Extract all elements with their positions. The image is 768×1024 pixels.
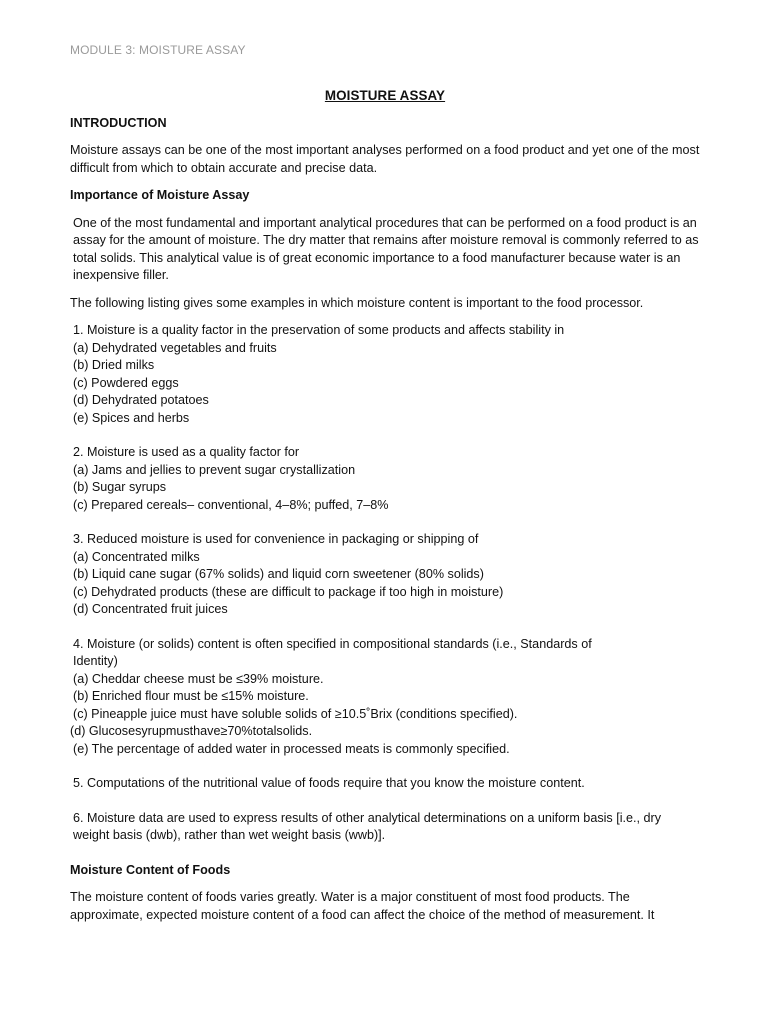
list-group-1 (70, 322, 700, 427)
listing-intro-paragraph: The following listing gives some examples in which moisture content is important to the food processor. (70, 295, 644, 310)
list-subitem: (e) Spices and herbs (73, 410, 190, 425)
list-item-6: 6. Moisture data are used to express results of other analytical determinations on a uniform basis [i.e., dry weight basis (dwb), rather than wet weight basis (wwb)]. (73, 810, 662, 842)
list-subitem: (a) Jams and jellies to prevent sugar crystallization (73, 462, 356, 477)
list-item-head: 1. Moisture is a quality factor in the preservation of some products and affects stability in (73, 323, 565, 337)
list-item-head: 2. Moisture is used as a quality factor for (73, 445, 300, 459)
importance-paragraph: One of the most fundamental and important analytical procedures that can be performed on a food product is an assay for the amount of moisture. The dry matter that remains after moisture removal is commonly referred to as total solids. This analytical value is of great economic importance to a food manufacturer because water is an inexpensive filler. (73, 215, 699, 282)
list-group-2 (70, 444, 700, 514)
list-group-4 (70, 636, 700, 759)
list-subitem: (c) Dehydrated products (these are difficult to package if too high in moisture) (73, 584, 504, 599)
list-subitem: (a) Cheddar cheese must be ≤39% moisture. (73, 671, 324, 686)
list-item-5: 5. Computations of the nutritional value of foods require that you know the moisture content. (73, 776, 585, 790)
moisture-content-heading: Moisture Content of Foods (70, 862, 231, 877)
list-group-3 (70, 531, 700, 619)
list-subitem: (d) Dehydrated potatoes (73, 393, 209, 407)
list-subitem: (d) Concentrated fruit juices (73, 602, 228, 616)
list-subitem: (c) Pineapple juice must have soluble solids of ≥10.5˚Brix (conditions specified). (73, 706, 518, 721)
list-subitem: (a) Dehydrated vegetables and fruits (73, 340, 277, 355)
list-subitem: (b) Enriched flour must be ≤15% moisture. (73, 689, 309, 703)
list-subitem: (c) Prepared cereals– conventional, 4–8%; puffed, 7–8% (73, 497, 389, 512)
list-subitem: (e) The percentage of added water in processed meats is commonly specified. (73, 741, 510, 756)
importance-heading: Importance of Moisture Assay (70, 188, 250, 202)
list-subitem: (b) Liquid cane sugar (67% solids) and liquid corn sweetener (80% solids) (73, 567, 484, 581)
list-subitem: (b) Sugar syrups (73, 480, 167, 494)
list-subitem: (a) Concentrated milks (73, 549, 200, 564)
introduction-paragraph: Moisture assays can be one of the most important analyses performed on a food product and yet one of the most difficult from which to obtain accurate and precise data. (70, 143, 700, 175)
list-item-head: 3. Reduced moisture is used for convenience in packaging or shipping of (73, 532, 479, 546)
list-item-head: 4. Moisture (or solids) content is often specified in compositional standards (i.e., Standards of Identity) (73, 636, 592, 668)
page-header: MODULE 3: MOISTURE ASSAY (70, 43, 246, 57)
list-subitem: (d) Glucosesyrupmusthave≥70%totalsolids. (70, 724, 313, 738)
list-subitem: (b) Dried milks (73, 358, 155, 372)
moisture-content-paragraph: The moisture content of foods varies greatly. Water is a major constituent of most food products. The approximate, expected moisture content of a food can affect the choice of the method of measurement. It (70, 890, 655, 922)
document-body (70, 87, 700, 934)
introduction-heading: INTRODUCTION (70, 115, 167, 130)
list-subitem: (c) Powdered eggs (73, 375, 179, 390)
document-title: MOISTURE ASSAY (324, 88, 446, 103)
